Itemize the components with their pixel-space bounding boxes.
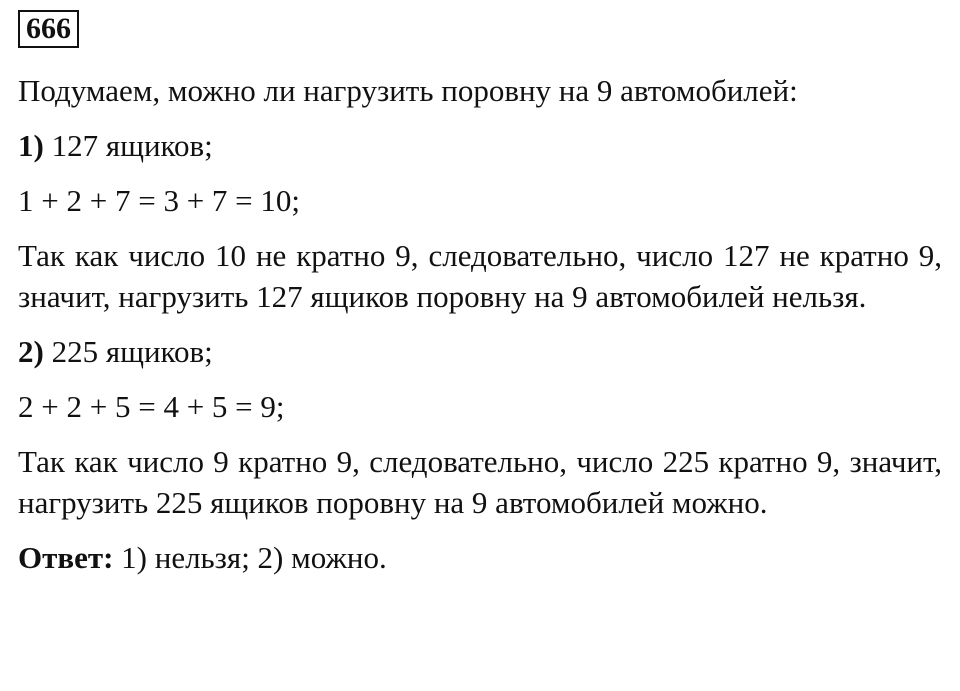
part1-equation: 1 + 2 + 7 = 3 + 7 = 10; [18, 183, 301, 218]
answer-line [18, 537, 942, 578]
part2-heading [18, 331, 942, 372]
part1-heading [18, 125, 942, 166]
intro-text: Подумаем, можно ли нагрузить поровну на 9 автомобилей: [18, 73, 798, 108]
part2-text: 225 ящиков; [43, 334, 213, 369]
part2-label: 2) [18, 334, 44, 369]
task-number: 666 [18, 10, 79, 48]
part1-label: 1) [18, 128, 44, 163]
answer-text: 1) нельзя; 2) можно. [113, 540, 387, 575]
part2-equation: 2 + 2 + 5 = 4 + 5 = 9; [18, 389, 285, 424]
document-page [18, 10, 942, 578]
part1-explanation: Так как число 10 не кратно 9, следовательно, число 127 не кратно 9, значит, нагрузить 127 ящиков поровну на 9 автомобилей нельзя. [18, 238, 942, 314]
part1-text: 127 ящиков; [43, 128, 213, 163]
answer-label: Ответ: [18, 540, 114, 575]
part2-explanation: Так как число 9 кратно 9, следовательно, число 225 кратно 9, значит, нагрузить 225 ящиков поровну на 9 автомобилей можно. [18, 444, 942, 520]
